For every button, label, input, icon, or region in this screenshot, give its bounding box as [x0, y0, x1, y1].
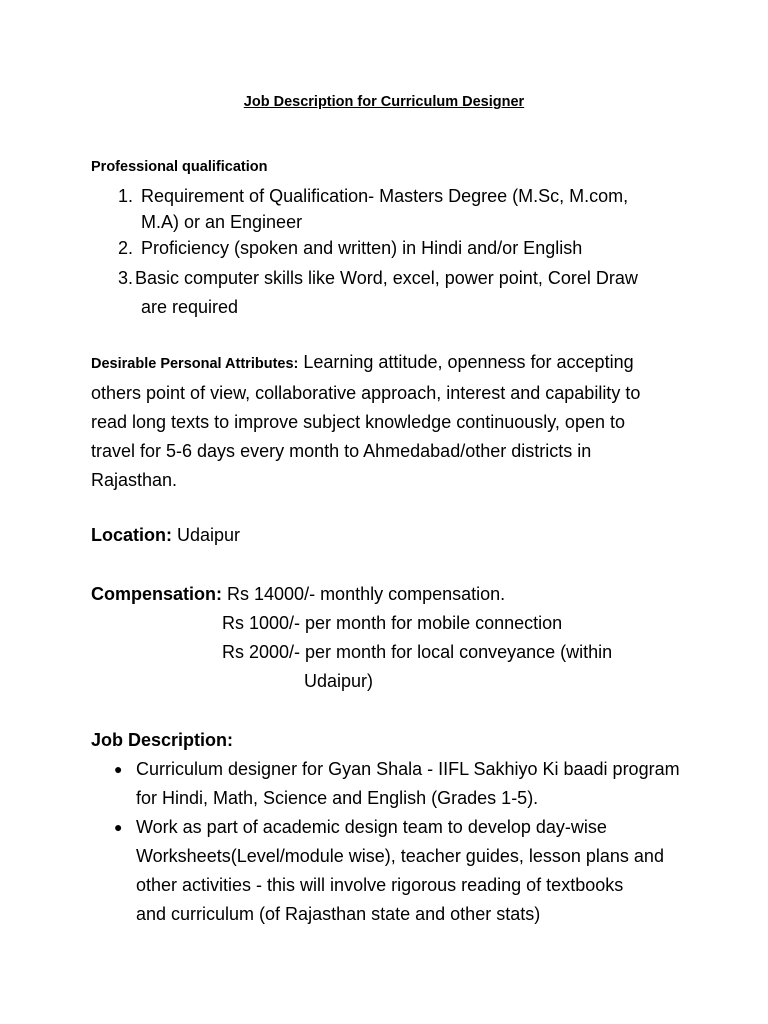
list-item-text: Worksheets(Level/module wise), teacher guides, lesson plans and	[136, 846, 664, 866]
job-description-list	[91, 755, 711, 929]
qualification-list	[91, 183, 691, 320]
list-item-number: 3.	[118, 268, 134, 288]
desirable-attributes-label: Desirable Personal Attributes:	[91, 356, 299, 372]
job-description-heading: Job Description:	[91, 730, 234, 750]
bullet-icon: ●	[114, 761, 123, 777]
document-title: Job Description for Curriculum Designer	[243, 94, 525, 110]
list-item-number: 1.	[118, 186, 134, 206]
professional-qualification-heading: Professional qualification	[91, 159, 268, 175]
bullet-icon: ●	[114, 819, 123, 835]
compensation-line: Udaipur)	[304, 671, 374, 691]
list-item-text: Basic computer skills like Word, excel, power point, Corel Draw	[135, 268, 638, 288]
compensation-line: Rs 14000/- monthly compensation.	[222, 584, 506, 604]
list-item	[91, 813, 711, 929]
list-item	[91, 755, 711, 813]
list-item-text: for Hindi, Math, Science and English (Grades 1-5).	[136, 788, 539, 808]
compensation-block	[91, 580, 612, 696]
compensation-line: Rs 2000/- per month for local conveyance (within	[222, 642, 613, 662]
list-item-text: Curriculum designer for Gyan Shala - IIFL Sakhiyo Ki baadi program	[136, 759, 680, 779]
list-item	[91, 183, 691, 235]
location-value: Udaipur	[172, 525, 241, 545]
list-item-text: Work as part of academic design team to develop day-wise	[136, 817, 607, 837]
list-item	[91, 265, 691, 320]
desirable-attributes-text: travel for 5-6 days every month to Ahmedabad/other districts in	[91, 441, 592, 461]
compensation-line: Rs 1000/- per month for mobile connection	[222, 613, 563, 633]
desirable-attributes-paragraph	[91, 348, 681, 495]
location-label: Location:	[91, 525, 172, 545]
desirable-attributes-text: read long texts to improve subject knowledge continuously, open to	[91, 412, 625, 432]
list-item-text: other activities - this will involve rigorous reading of textbooks	[136, 875, 624, 895]
list-item-number: 2.	[118, 238, 134, 258]
list-item	[91, 235, 691, 261]
desirable-attributes-text: Learning attitude, openness for accepting	[298, 352, 634, 372]
list-item-text: are required	[141, 297, 239, 317]
list-item-text: M.A) or an Engineer	[141, 212, 303, 232]
list-item-text: Requirement of Qualification- Masters Degree (M.Sc, M.com,	[141, 186, 629, 206]
compensation-label: Compensation:	[91, 584, 223, 604]
list-item-text: and curriculum (of Rajasthan state and other stats)	[136, 904, 541, 924]
list-item-text: Proficiency (spoken and written) in Hindi and/or English	[141, 238, 583, 258]
desirable-attributes-text: others point of view, collaborative approach, interest and capability to	[91, 383, 641, 403]
location-row	[91, 521, 240, 550]
desirable-attributes-text: Rajasthan.	[91, 470, 178, 490]
